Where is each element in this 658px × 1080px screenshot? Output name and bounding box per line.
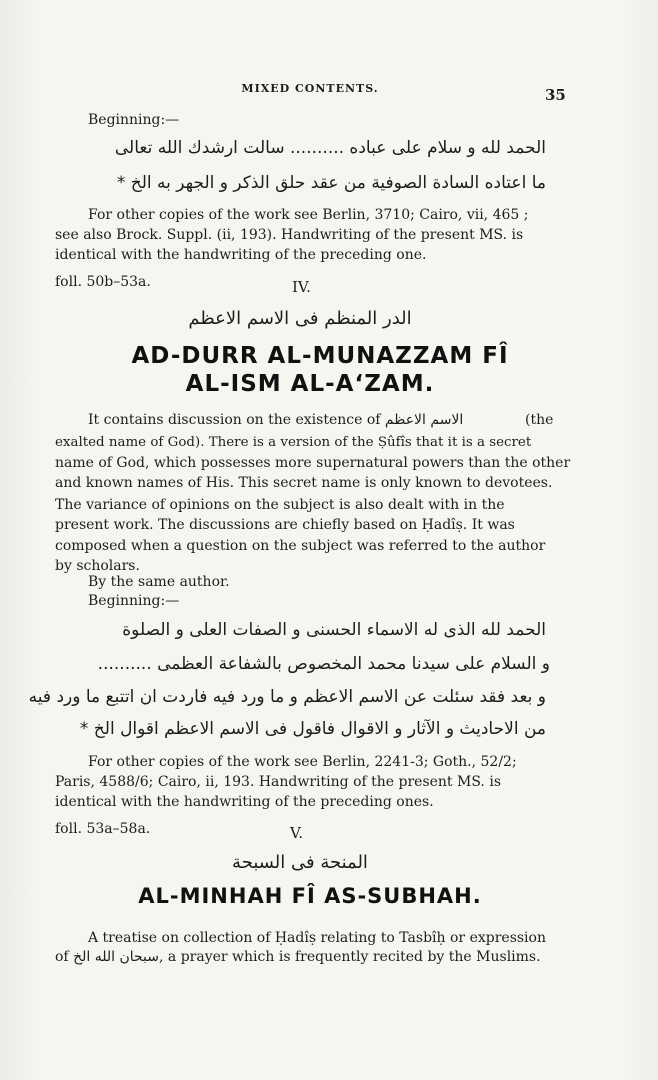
text-line: composed when a question on the subject was referred to the author: [55, 538, 546, 554]
author-note: By the same author.: [88, 574, 230, 590]
text-line: For other copies of the work see Berlin, 3710; Cairo, vii, 465 ;: [88, 207, 529, 223]
text-line: by scholars.: [55, 558, 140, 574]
section-number: IV.: [292, 278, 311, 296]
text-line: name of God, which possesses more supernatural powers than the other: [55, 455, 571, 471]
text-line: [88, 410, 463, 431]
arabic-line: و السلام على سيدنا محمد المخصوص بالشفاعة العظمى ..........: [97, 654, 550, 674]
text-line: For other copies of the work see Berlin, 2241-3; Goth., 52/2;: [88, 754, 517, 770]
arabic-line: من الاحاديث و الآثار و الاقوال فاقول فى الاسم الاعظم اقوال الخ *: [79, 719, 546, 739]
text-fragment: , a prayer which is frequently recited by the Muslims.: [159, 949, 541, 965]
arabic-inline: سبحان الله الخ: [73, 949, 160, 965]
arabic-line: ما اعتاده السادة الصوفية من عقد حلق الذكر و الجهر به الخ *: [116, 173, 546, 193]
section-number: V.: [290, 824, 303, 842]
text-line: see also Brock. Suppl. (ii, 193). Handwriting of the present MS. is: [55, 227, 524, 243]
text-line: Paris, 4588/6; Cairo, ii, 193. Handwriting of the present MS. is: [55, 774, 501, 790]
folio-reference: foll. 53a–58a.: [55, 821, 151, 837]
folio-reference: foll. 50b–53a.: [55, 274, 151, 290]
text-line: exalted name of God). There is a version of the Ṣûfîs that it is a secret: [55, 435, 532, 450]
arabic-line: و بعد فقد سئلت عن الاسم الاعظم و ما ورد فيه فاردت ان اتتبع ما ورد فيه: [28, 687, 546, 707]
text-line: The variance of opinions on the subject is also dealt with in the: [55, 497, 505, 513]
text-fragment: (the: [525, 412, 554, 428]
text-line: and known names of His. This secret name is only known to devotees.: [55, 475, 553, 491]
text-fragment: It contains discussion on the existence of: [88, 412, 381, 428]
text-line: present work. The discussions are chiefly based on Ḥadîṣ. It was: [55, 517, 515, 533]
section-title-line: AD-DURR AL-MUNAZZAM FÎ: [131, 343, 509, 369]
running-header: MIXED CONTENTS.: [241, 82, 379, 95]
text-line: identical with the handwriting of the preceding one.: [55, 247, 427, 263]
arabic-inline: الاسم الاعظم: [384, 412, 464, 428]
text-line: identical with the handwriting of the preceding ones.: [55, 794, 434, 810]
beginning-label: Beginning:—: [88, 112, 180, 128]
arabic-line: الحمد لله و سلام على عباده .......... سالت ارشدك الله تعالى: [114, 138, 546, 158]
beginning-label: Beginning:—: [88, 593, 180, 609]
page-number: 35: [545, 86, 566, 104]
section-title-line: AL-ISM AL-A‘ZAM.: [185, 371, 435, 397]
text-line: [55, 947, 541, 968]
section-title: AL-MINHAH FÎ AS-SUBHAH.: [138, 884, 482, 908]
text-fragment: of: [55, 949, 69, 965]
arabic-title: المنحة فى السبحة: [232, 852, 368, 873]
text-line: A treatise on collection of Ḥadîṣ relating to Tasbîḥ or expression: [88, 930, 546, 946]
arabic-line: الحمد لله الذى له الاسماء الحسنى و الصفات العلى و الصلوة: [122, 620, 546, 640]
arabic-title: الدر المنظم فى الاسم الاعظم: [188, 308, 412, 329]
